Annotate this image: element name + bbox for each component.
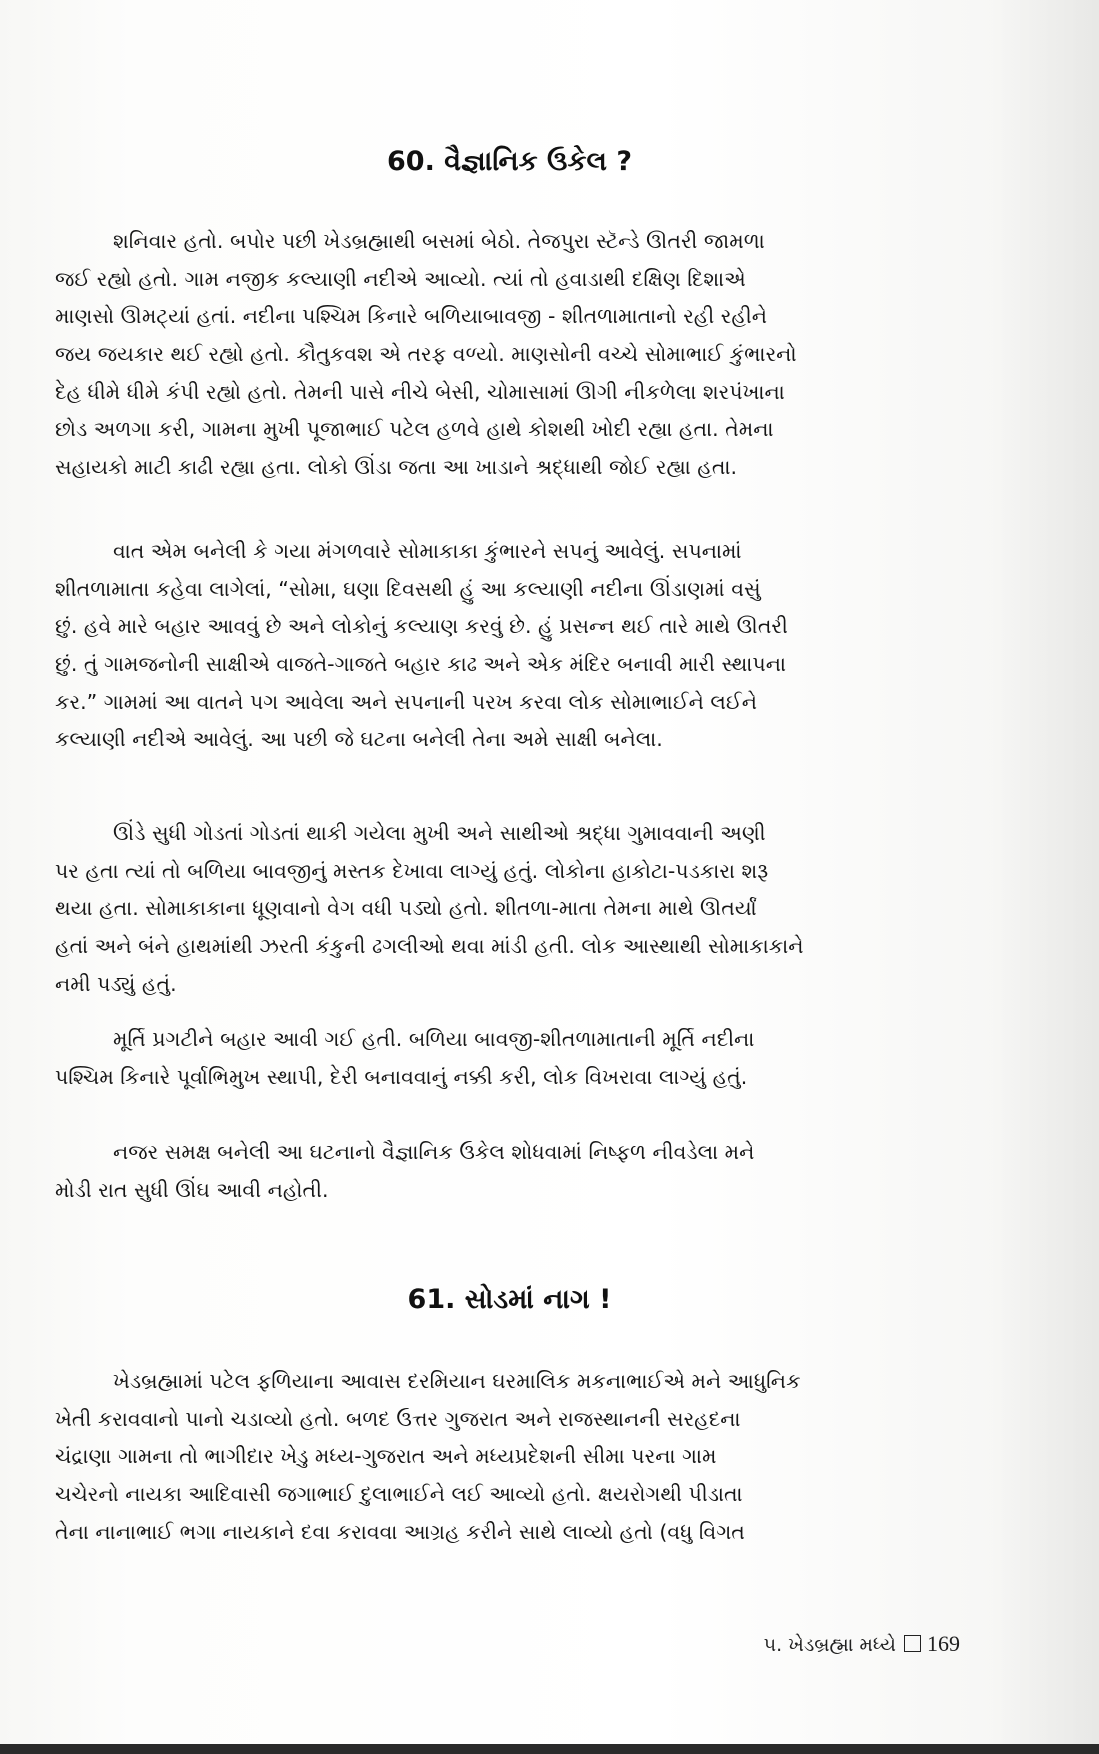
- square-bullet-icon: [904, 1635, 921, 1652]
- paragraph: [55, 1363, 955, 1551]
- paragraph: [55, 533, 955, 759]
- text-line: કર.” ગામમાં આ વાતને પગ આવેલા અને સપનાની પરખ કરવા લોક સોમાભાઈને લઈને: [55, 689, 758, 714]
- text-line: નજર સમક્ષ બનેલી આ ઘટનાનો વૈજ્ઞાનિક ઉકેલ શોધવામાં નિષ્ફળ નીવડેલા મને: [113, 1140, 755, 1164]
- text-line: જઈ રહ્યો હતો. ગામ નજીક કલ્યાણી નદીએ આવ્યો. ત્યાં તો હવાડાથી દક્ષિણ દિશાએ: [55, 266, 746, 291]
- text-line: વાત એમ બનેલી કે ગયા મંગળવારે સોમાકાકા કુંભારને સપનું આવેલું. સપનામાં: [113, 539, 742, 563]
- footer-section-label: ૫. ખેડબ્રહ્મા મધ્યે: [763, 1634, 896, 1656]
- text-line: નમી પડ્યું હતું.: [55, 971, 177, 996]
- scan-bottom-edge: [0, 1744, 1099, 1754]
- text-line: મૂર્તિ પ્રગટીને બહાર આવી ગઈ હતી. બળિયા બાવજી-શીતળામાતાની મૂર્તિ નદીના: [113, 1027, 755, 1051]
- text-line: ઊંડે સુધી ગોડતાં ગોડતાં થાકી ગયેલા મુખી અને સાથીઓ શ્રદ્ધા ગુમાવવાની અણી: [113, 821, 766, 845]
- paragraph: [55, 815, 955, 1003]
- text-line: દેહ ધીમે ધીમે કંપી રહ્યો હતો. તેમની પાસે નીચે બેસી, ચોમાસામાં ઊગી નીકળેલા શરપંખાના: [55, 379, 785, 404]
- text-line: ચચેરનો નાયકા આદિવાસી જગાભાઈ દુલાભાઈને લઈ આવ્યો હતો. ક્ષયરોગથી પીડાતા: [55, 1482, 743, 1507]
- text-line: થયા હતા. સોમાકાકાના ધૂણવાનો વેગ વધી પડ્યો હતો. શીતળા-માતા તેમના માથે ઊતર્યાં: [55, 896, 757, 921]
- text-line: પશ્ચિમ કિનારે પૂર્વાભિમુખ સ્થાપી, દેરી બનાવવાનું નક્કી કરી, લોક વિખરાવા લાગ્યું હતું.: [55, 1064, 748, 1089]
- text-line: જય જયકાર થઈ રહ્યો હતો. કૌતુકવશ એ તરફ વળ્યો. માણસોની વચ્ચે સોમાભાઈ કુંભારનો: [55, 342, 797, 367]
- text-line: ખેડબ્રહ્મામાં પટેલ ફળિયાના આવાસ દરમિયાન ઘરમાલિક મકનાભાઈએ મને આધુનિક: [113, 1369, 801, 1393]
- text-line: સહાયકો માટી કાઢી રહ્યા હતા. લોકો ઊંડા જતા આ ખાડાને શ્રદ્ધાથી જોઈ રહ્યા હતા.: [55, 455, 737, 480]
- text-line: તેના નાનાભાઈ ભગા નાયકાને દવા કરાવવા આગ્રહ કરીને સાથે લાવ્યો હતો (વધુ વિગત: [55, 1519, 745, 1544]
- text-line: ચંદ્રાણા ગામના તો ભાગીદાર ખેડુ મધ્ય-ગુજરાત અને મધ્યપ્રદેશની સીમા પરના ગામ: [55, 1444, 717, 1469]
- text-line: કલ્યાણી નદીએ આવેલું. આ પછી જે ઘટના બનેલી તેના અમે સાક્ષી બનેલા.: [55, 727, 663, 752]
- text-line: હતાં અને બંને હાથમાંથી ઝરતી કંકુની ઢગલીઓ થવા માંડી હતી. લોક આસ્થાથી સોમાકાકાને: [55, 934, 804, 959]
- text-line: શનિવાર હતો. બપોર પછી ખેડબ્રહ્માથી બસમાં બેઠો. તેજપુરા સ્ટૅન્ડે ઊતરી જામળા: [113, 229, 765, 253]
- page-number: 169: [927, 1631, 960, 1656]
- text-line: છું. હવે મારે બહાર આવવું છે અને લોકોનું કલ્યાણ કરવું છે. હું પ્રસન્ન થઈ તારે માથે ઊતરી: [55, 614, 788, 639]
- text-line: ખેતી કરાવવાનો પાનો ચડાવ્યો હતો. બળદ ઉત્તર ગુજરાત અને રાજસ્થાનની સરહદના: [55, 1406, 741, 1431]
- text-line: શીતળામાતા કહેવા લાગેલાં, “સોમા, ઘણા દિવસથી હું આ કલ્યાણી નદીના ઊંડાણમાં વસું: [55, 576, 761, 601]
- text-line: પર હતા ત્યાં તો બળિયા બાવજીનું મસ્તક દેખાવા લાગ્યું હતું. લોકોના હાકોટા-પડકારા શરૂ: [55, 858, 769, 883]
- page-edge-shadow: [989, 0, 1099, 1754]
- paragraph: [55, 1134, 955, 1209]
- chapter-61-title: 61. સોડમાં નાગ !: [407, 1284, 612, 1315]
- paragraph: [55, 223, 955, 487]
- paragraph: [55, 1021, 955, 1096]
- text-line: છોડ અળગા કરી, ગામના મુખી પૂજાભાઈ પટેલ હળવે હાથે કોશથી ખોદી રહ્યા હતા. તેમના: [55, 417, 774, 442]
- text-line: માણસો ઊમટ્યાં હતાં. નદીના પશ્ચિમ કિનારે બળિયાબાવજી - શીતળામાતાનો રહી રહીને: [55, 304, 768, 329]
- text-line: મોડી રાત સુધી ઊંઘ આવી નહોતી.: [55, 1177, 329, 1202]
- page-footer: [700, 1631, 960, 1657]
- text-line: છું. તું ગામજનોની સાક્ષીએ વાજતે-ગાજતે બહાર કાઢ અને એક મંદિર બનાવી મારી સ્થાપના: [55, 652, 787, 677]
- chapter-60-title: 60. વૈજ્ઞાનિક ઉકેલ ?: [387, 146, 632, 177]
